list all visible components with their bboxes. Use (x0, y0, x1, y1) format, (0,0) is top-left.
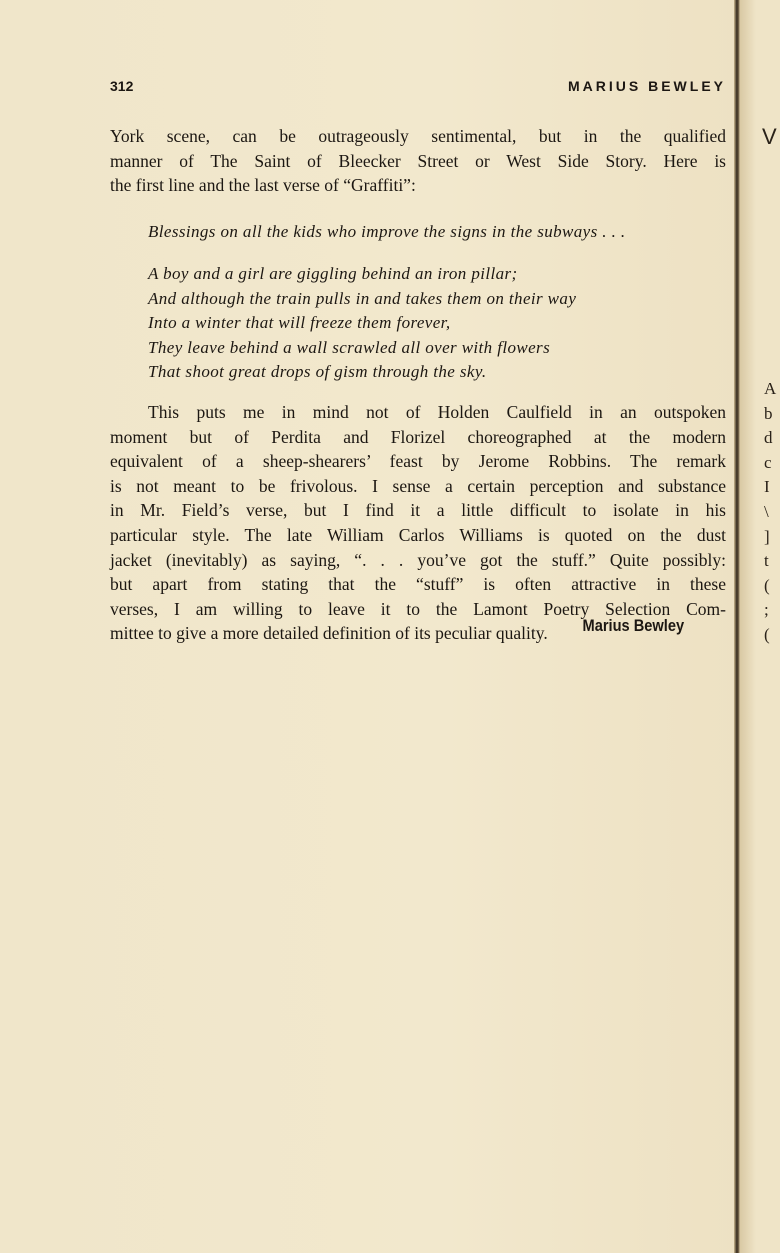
text-line: moment but of Perdita and Florizel choreographed at the modern (110, 426, 726, 447)
text-line: equivalent of a sheep-shearers’ feast by Jerome Robbins. The remark (110, 451, 726, 472)
text-line: is not meant to be frivolous. I sense a certain perception and substance (110, 475, 726, 496)
paragraph-commentary (110, 400, 726, 646)
adjacent-page-letter: b (764, 404, 773, 423)
verse-epigraph (148, 220, 728, 245)
text-line: manner of The Saint of Bleecker Street or West Side Story. Here is (110, 150, 726, 171)
adjacent-page-letter: V (762, 124, 777, 149)
paragraph-intro (110, 124, 726, 198)
text-line: This puts me in mind not of Holden Caulfield in an outspoken (148, 402, 726, 422)
adjacent-page-letter: ( (764, 625, 770, 644)
author-signature: Marius Bewley (582, 616, 684, 635)
page-number: 312 (110, 78, 134, 94)
adjacent-page-letter: I (764, 477, 770, 496)
verse-line: Blessings on all the kids who improve the signs in the subways . . . (148, 222, 626, 241)
adjacent-page-letter: \ (764, 502, 769, 521)
verse-line: And although the train pulls in and takes them on their way (148, 288, 577, 308)
text-line: mittee to give a more detailed definition of its peculiar quality. (110, 623, 548, 644)
running-head-author: MARIUS BEWLEY (568, 78, 726, 94)
running-head (110, 78, 726, 100)
adjacent-page-letter: ( (764, 576, 770, 595)
text-line: particular style. The late William Carlos Williams is quoted on the dust (110, 524, 726, 545)
text-line: in Mr. Field’s verse, but I find it a little difficult to isolate in his (110, 500, 726, 521)
text-line: jacket (inevitably) as saying, “. . . you’ve got the stuff.” Quite possibly: (110, 549, 726, 570)
adjacent-page-letter: ] (764, 527, 770, 546)
adjacent-page-letter: c (764, 453, 772, 472)
verse-line: A boy and a girl are giggling behind an iron pillar; (148, 264, 518, 283)
verse-stanza (148, 262, 728, 385)
adjacent-page-letter: A (764, 379, 777, 398)
verse-line: Into a winter that will freeze them forever, (148, 313, 451, 333)
adjacent-page-letter: d (764, 428, 773, 447)
text-line: the first line and the last verse of “Graffiti”: (110, 175, 416, 196)
text-line: verses, I am willing to leave it to the Lamont Poetry Selection Com- (110, 598, 726, 619)
adjacent-page-edge (740, 0, 780, 1253)
verse-line: That shoot great drops of gism through the sky. (148, 362, 487, 382)
text-line: York scene, can be outrageously sentimental, but in the qualified (110, 126, 726, 146)
adjacent-page-letter: ; (764, 600, 769, 619)
text-line: but apart from stating that the “stuff” is often attractive in these (110, 574, 726, 595)
verse-line: They leave behind a wall scrawled all over with flowers (148, 337, 551, 357)
adjacent-page-letter: t (764, 551, 769, 570)
